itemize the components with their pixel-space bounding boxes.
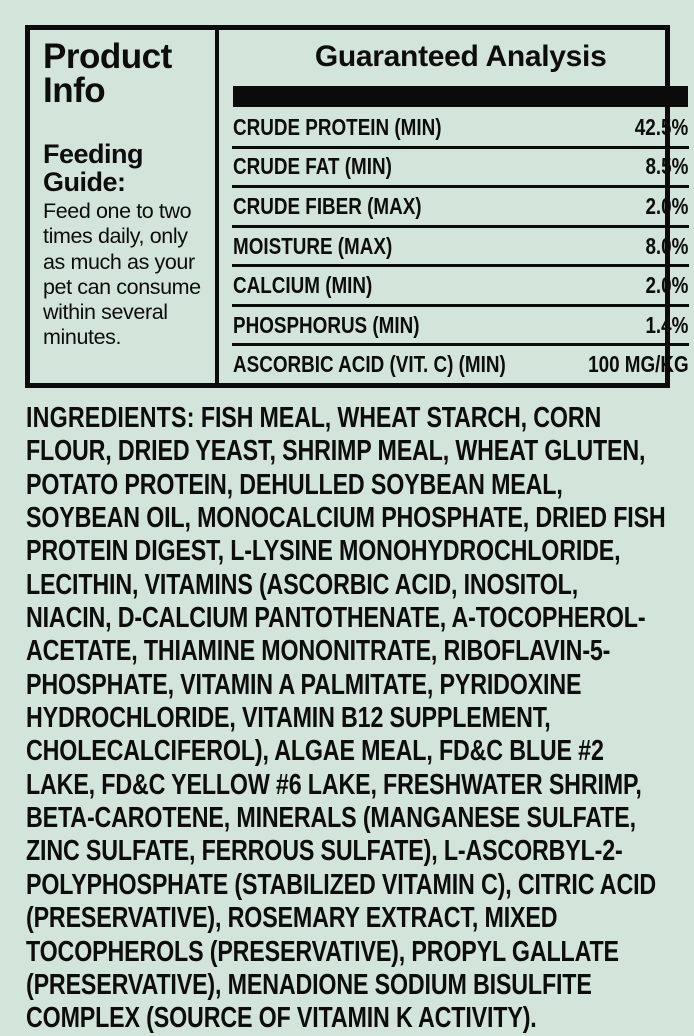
- table-row: [232, 149, 689, 189]
- nutrient-value: 8.5%: [645, 153, 689, 180]
- feeding-guide-title: Feeding Guide:: [43, 138, 144, 197]
- nutrient-label: CRUDE PROTEIN (MIN): [233, 113, 442, 140]
- nutrient-label: CRUDE FIBER (MAX): [233, 192, 422, 219]
- table-row: [232, 188, 689, 228]
- nutrient-value: 42.5%: [634, 113, 689, 140]
- divider-bar: [233, 86, 688, 107]
- table-row: [232, 228, 689, 268]
- nutrient-value: 2.0%: [645, 272, 689, 299]
- guaranteed-analysis-panel: [219, 30, 694, 383]
- nutrient-label: PHOSPHORUS (MIN): [233, 311, 420, 338]
- ingredients-text: FISH MEAL, WHEAT STARCH, CORN FLOUR, DRIED YEAST, SHRIMP MEAL, WHEAT GLUTEN, POTATO PROTEIN, DEHULLED SOYBEAN MEAL, SOYBEAN OIL, MONOCALCIUM PHOSPHATE, DRIED FISH PROTEIN DIGEST, L-LYSINE MONOHYDROCHLORIDE, LECITHIN, VITAMINS (ASCORBIC ACID, INOSITOL, NIACIN, D-CALCIUM PANTOTHENATE, A-TOCOPHEROL-ACETATE, THIAMINE MONONITRATE, RIBOFLAVIN-5-PHOSPHATE, VITAMIN A PALMITATE, PYRIDOXINE HYDROCHLORIDE, VITAMIN B12 SUPPLEMENT, CHOLECALCIFEROL), ALGAE MEAL, FD&C BLUE #2 LAKE, FD&C YELLOW #6 LAKE, FRESHWATER SHRIMP, BETA-CAROTENE, MINERALS (MANGANESE SULFATE, ZINC SULFATE, FERROUS SULFATE), L-ASCORBYL-2-POLYPHOSPHATE (STABILIZED VITAMIN C), CITRIC ACID (PRESERVATIVE), ROSEMARY EXTRACT, MIXED TOCOPHEROLS (PRESERVATIVE), PROPYL GALLATE (PRESERVATIVE), MENADIONE SODIUM BISULFITE COMPLEX (SOURCE OF VITAMIN K ACTIVITY).: [26, 402, 666, 1035]
- nutrient-value: 1.4%: [645, 311, 689, 338]
- nutrient-label: ASCORBIC ACID (VIT. C) (MIN): [233, 351, 506, 378]
- nutrient-label: MOISTURE (MAX): [233, 232, 393, 259]
- product-info-panel: [30, 30, 219, 383]
- table-row: [232, 267, 689, 307]
- ingredients-section: [26, 402, 669, 1036]
- feeding-guide-text: Feed one to two times daily, only as much as your pet can consume within several minutes.: [43, 199, 201, 349]
- ingredients-paragraph: [26, 402, 669, 1036]
- table-row: [232, 307, 689, 347]
- ingredients-label: INGREDIENTS:: [26, 402, 195, 434]
- guaranteed-analysis-table: [232, 109, 689, 383]
- nutrient-value: 100 MG/KG: [587, 351, 689, 378]
- nutrient-label: CALCIUM (MIN): [233, 272, 373, 299]
- nutrient-label: CRUDE FAT (MIN): [233, 153, 392, 180]
- table-row: [232, 346, 689, 383]
- product-info-title: Product Info: [43, 37, 172, 111]
- guaranteed-analysis-title: Guaranteed Analysis: [314, 40, 607, 73]
- nutrient-value: 2.0%: [645, 192, 689, 219]
- table-row: [232, 109, 689, 149]
- product-label-box: [25, 25, 689, 388]
- nutrient-value: 8.0%: [645, 232, 689, 259]
